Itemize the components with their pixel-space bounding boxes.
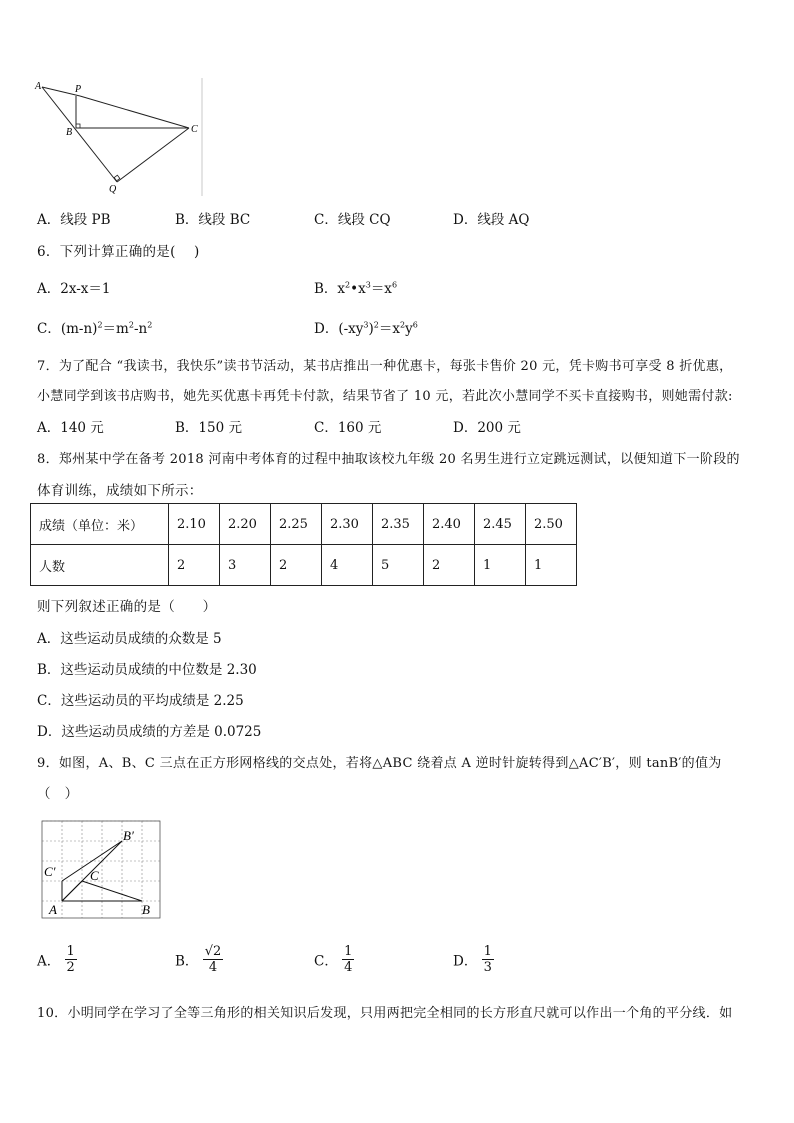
table-header-cell: 成绩（单位：米） (31, 504, 169, 545)
q6-d-s1: 3 (363, 320, 369, 330)
table-header-cell: 人数 (31, 545, 169, 586)
table-cell: 1 (475, 545, 526, 586)
q6-option-b[interactable] (314, 277, 397, 297)
q6-b-s2: 3 (365, 280, 371, 290)
q7-option-b-letter: B． (175, 420, 199, 436)
q6-d-s2: 2 (373, 320, 379, 330)
segment-pc (80, 96, 189, 128)
label-q: Q (109, 184, 117, 195)
label-c: C (90, 868, 99, 883)
q8-option-b-letter: B． (37, 662, 61, 678)
denominator: 4 (203, 959, 224, 975)
q7-option-c-letter: C． (314, 420, 338, 436)
q8-stem-line1: 8．郑州某中学在备考 2018 河南中考体育的过程中抽取该校九年级 20 名男生进行立定跳远测试，以便知道下一阶段的 (37, 452, 740, 467)
segment-aq (42, 87, 117, 182)
denominator: 2 (66, 960, 75, 975)
table-cell: 2.35 (373, 504, 424, 545)
q6-d-s3: 2 (400, 320, 406, 330)
segment-qc (117, 128, 189, 182)
numerator: 1 (66, 944, 75, 959)
table-cell: 5 (373, 545, 424, 586)
q9-stem-line2: （ ） (37, 786, 79, 802)
q6-c-s1: 2 (97, 320, 103, 330)
q7-stem-line1: 7．为了配合 “我读书，我快乐”读书节活动，某书店推出一种优惠卡，每张卡售价 20 元，凭卡购书可享受 8 折优惠， (37, 359, 733, 374)
table-cell: 4 (322, 545, 373, 586)
q5-option-d-letter: D． (453, 212, 478, 228)
q8-stem-line2: 体育训练，成绩如下所示： (37, 483, 203, 499)
table-cell: 2.40 (424, 504, 475, 545)
q8-option-a-text: 这些运动员成绩的众数是 5 (60, 631, 222, 647)
label-b-prime: B′ (123, 828, 134, 843)
q6-b-t3: ＝x (370, 281, 392, 297)
label-b: B (66, 127, 73, 138)
q6-c-s2: 2 (128, 320, 134, 330)
label-a: A (49, 902, 57, 917)
q5-option-a-text: 线段 PB (60, 212, 111, 228)
q9-option-c[interactable] (314, 944, 354, 975)
numerator: 1 (344, 944, 353, 959)
q9-stem-line1: 9．如图，A、B、C 三点在正方形网格线的交点处，若将△ABC 绕着点 A 逆时针旋转得到△AC′B′，则 tanB′的值为 (37, 756, 722, 771)
q7-option-a-text: 140 元 (60, 420, 104, 436)
q6-option-d-letter: D． (314, 321, 339, 337)
table-cell: 2.45 (475, 504, 526, 545)
label-c: C (191, 124, 198, 135)
q5-option-b[interactable] (175, 208, 250, 228)
q6-b-t1: x (337, 281, 346, 297)
label-b: B (142, 902, 150, 917)
label-c-prime: C′ (44, 864, 56, 879)
q7-option-d[interactable] (453, 416, 521, 436)
q7-option-b-text: 150 元 (198, 420, 242, 436)
q6-option-b-letter: B． (314, 281, 338, 297)
q7-option-c[interactable] (314, 416, 381, 436)
q7-option-d-text: 200 元 (477, 420, 521, 436)
denominator: 3 (483, 960, 492, 975)
numerator: √2 (204, 944, 222, 959)
label-p: P (75, 84, 82, 95)
q9-option-c-fraction (342, 944, 354, 975)
q6-d-t4: y (405, 321, 413, 337)
q5-option-d[interactable] (453, 208, 529, 228)
q6-option-a-text: 2x-x＝1 (60, 281, 111, 297)
right-angle-mark-b (76, 124, 80, 128)
q9-option-d-letter: D． (453, 953, 478, 970)
q9-option-c-letter: C． (314, 953, 338, 970)
q8-option-c-text: 这些运动员的平均成绩是 2.25 (60, 693, 244, 709)
label-a: A (35, 81, 42, 92)
q5-option-b-text: 线段 BC (198, 212, 251, 228)
q9-option-b-fraction (203, 944, 224, 975)
q8-option-a-letter: A． (37, 631, 61, 647)
q5-option-c-letter: C． (314, 212, 338, 228)
q8-option-b-text: 这些运动员成绩的中位数是 2.30 (60, 662, 257, 678)
q5-option-a[interactable] (37, 208, 111, 228)
table-cell: 2.10 (169, 504, 220, 545)
q6-c-t3: -n (133, 321, 148, 337)
table-cell: 2.30 (322, 504, 373, 545)
q6-option-a[interactable] (37, 277, 110, 297)
q6-c-t1: (m-n) (60, 321, 98, 337)
q7-option-a[interactable] (37, 416, 104, 436)
q5-option-c[interactable] (314, 208, 391, 228)
q7-option-d-letter: D． (453, 420, 478, 436)
q8-option-d-text: 这些运动员成绩的方差是 0.0725 (61, 724, 262, 740)
q8-option-d[interactable] (37, 720, 261, 740)
q6-option-c-letter: C． (37, 321, 61, 337)
q6-option-c[interactable] (37, 317, 152, 337)
q9-option-d[interactable] (453, 944, 494, 975)
table-cell: 2 (169, 545, 220, 586)
q9-grid-figure (40, 818, 165, 923)
q6-c-s3: 2 (147, 320, 153, 330)
q8-option-b[interactable] (37, 658, 257, 678)
q5-option-c-text: 线段 CQ (337, 212, 391, 228)
q9-option-a[interactable] (37, 944, 77, 975)
numerator: 1 (483, 944, 492, 959)
q9-option-a-fraction (65, 944, 77, 975)
q6-option-d[interactable] (314, 317, 418, 337)
q6-c-t2: ＝m (102, 321, 129, 337)
q6-b-s1: 2 (345, 280, 351, 290)
table-row (31, 504, 577, 545)
q6-d-s4: 6 (412, 320, 418, 330)
q8-option-c[interactable] (37, 689, 244, 709)
q10-stem-line1: 10．小明同学在学习了全等三角形的相关知识后发现，只用两把完全相同的长方形直尺就可以作出一个角的平分线．如 (37, 1006, 733, 1021)
q6-b-s3: 6 (391, 280, 398, 290)
q6-d-t2: ) (368, 321, 374, 337)
q7-option-c-text: 160 元 (337, 420, 382, 436)
q8-score-table (30, 503, 577, 586)
q5-option-a-letter: A． (37, 212, 61, 228)
q6-b-t2: •x (350, 281, 366, 297)
q8-option-d-letter: D． (37, 724, 62, 740)
q6-stem: 6．下列计算正确的是( ) (37, 244, 200, 260)
q6-d-t1: (-xy (338, 321, 364, 337)
q9-option-a-letter: A． (37, 953, 61, 970)
q8-option-a[interactable] (37, 627, 222, 647)
table-cell: 2.25 (271, 504, 322, 545)
q8-prompt: 则下列叙述正确的是（ ） (37, 599, 217, 615)
q5-option-b-letter: B． (175, 212, 199, 228)
table-cell: 2 (271, 545, 322, 586)
q7-option-a-letter: A． (37, 420, 61, 436)
table-cell: 2 (424, 545, 475, 586)
table-cell: 3 (220, 545, 271, 586)
table-cell: 1 (526, 545, 577, 586)
table-row (31, 545, 577, 586)
q9-option-d-fraction (482, 944, 494, 975)
q8-option-c-letter: C． (37, 693, 61, 709)
q7-option-b[interactable] (175, 416, 242, 436)
table-cell: 2.20 (220, 504, 271, 545)
q5-option-d-text: 线段 AQ (477, 212, 530, 228)
denominator: 4 (344, 960, 353, 975)
q7-stem-line2: 小慧同学到该书店购书，她先买优惠卡再凭卡付款，结果节省了 10 元，若此次小慧同学不买卡直接购书，则她需付款: (37, 389, 733, 404)
q9-option-b-letter: B． (175, 953, 199, 970)
q6-option-a-letter: A． (37, 281, 61, 297)
table-cell: 2.50 (526, 504, 577, 545)
q9-option-b[interactable] (175, 944, 223, 975)
q5-triangle-figure (32, 78, 207, 198)
segment-cb (82, 881, 142, 901)
q6-d-t3: ＝x (378, 321, 400, 337)
